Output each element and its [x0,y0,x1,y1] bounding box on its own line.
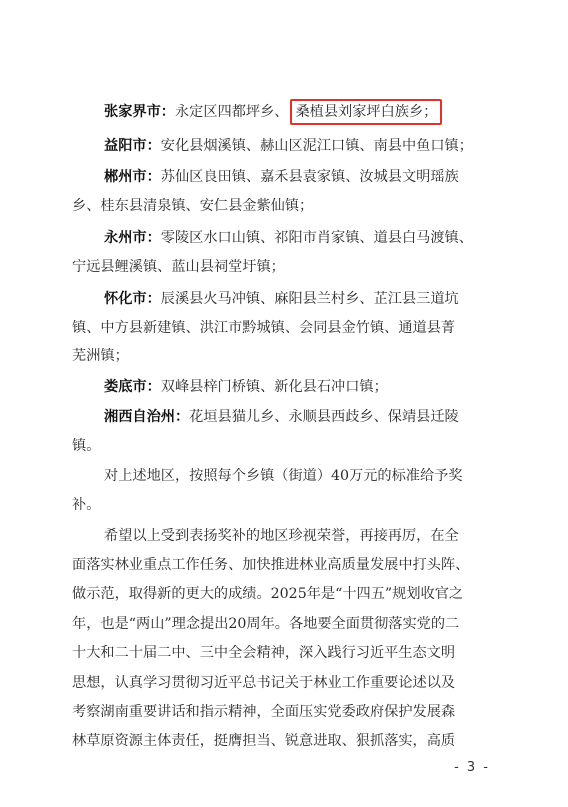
paragraph-loudi [104,377,388,397]
town-list: 零陵区水口山镇、祁阳市肖家镇、道县白马渡镇、 [160,230,473,246]
town-list: 安化县烟溪镇、赫山区泥江口镇、南县中鱼口镇； [160,138,473,154]
city-name: 湘西自治州： [104,409,190,425]
text-line: 林草原资源主体责任，挺膺担当、锐意进取、狠抓落实，高质 [72,733,456,749]
text-line: 芜洲镇； [72,348,129,364]
town-list: 辰溪县火马冲镇、麻阳县兰村乡、芷江县三道坑 [160,291,459,307]
city-name: 永州市： [104,230,161,246]
paragraph-yongzhou [104,228,473,248]
highlighted-town: 桑植县刘家坪白族乡； [290,99,442,125]
paragraph-huaihua [104,289,459,309]
town-list: 花垣县猫儿乡、永顺县西歧乡、保靖县迁陵 [189,409,459,425]
text-line: 考察湖南重要讲话和指示精神，全面压实党委政府保护发展森 [72,704,456,720]
text-line: 思想，认真学习贯彻习近平总书记关于林业工作重要论述以及 [72,675,456,691]
text-line: 面落实林业重点工作任务、加快推进林业高质量发展中打头阵、 [72,557,470,573]
text-line: 年，也是“两山”理念提出20周年。各地要全面贯彻落实党的二 [72,616,460,632]
text-line: 十大和二十届二中、三中全会精神，深入践行习近平生态文明 [72,645,456,661]
city-name: 张家界市： [104,104,175,120]
paragraph-xiangxi [104,407,459,427]
text-line: 对上述地区，按照每个乡镇（街道）40万元的标准给予奖 [104,468,463,484]
town-list: 永定区四都坪乡、 [174,104,289,120]
text-line: 宁远县鲤溪镇、蓝山县祠堂圩镇； [72,259,285,275]
text-line: 补。 [72,497,101,513]
city-name: 怀化市： [104,291,161,307]
text-line: 镇、中方县新建镇、洪江市黔城镇、会同县金竹镇、通道县菁 [72,320,456,336]
text-line: 镇。 [72,438,101,454]
page-number: - 3 - [454,760,490,775]
town-list: 苏仙区良田镇、嘉禾县袁家镇、汝城县文明瑶族 [160,169,459,185]
text-line: 希望以上受到表扬奖补的地区珍视荣誉，再接再厉，在全 [104,528,459,544]
city-name: 郴州市： [104,169,161,185]
city-name: 益阳市： [104,138,161,154]
town-list: 双峰县梓门桥镇、新化县石冲口镇； [160,379,388,395]
text-line: 乡、桂东县清泉镇、安仁县金紫仙镇； [72,198,314,214]
paragraph-zhangjiajie [104,99,442,125]
city-name: 娄底市： [104,379,161,395]
paragraph-chenzhou [104,167,459,187]
text-line: 做示范，取得新的更大的成绩。2025年是“十四五”规划收官之 [72,586,464,602]
paragraph-yiyang [104,136,473,156]
